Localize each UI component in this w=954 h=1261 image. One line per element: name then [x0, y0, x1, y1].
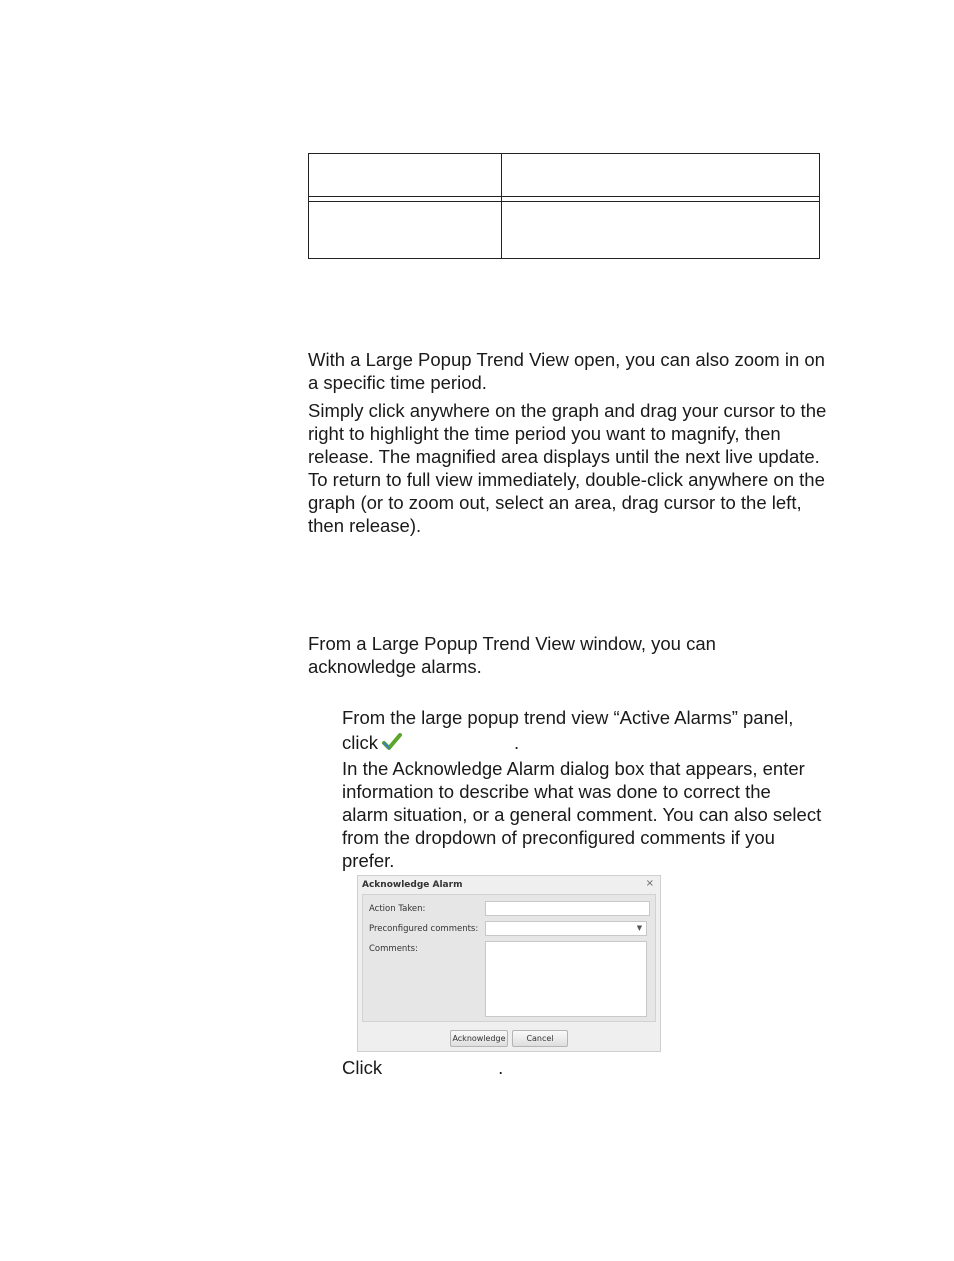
step2-text: In the Acknowledge Alarm dialog box that appears, enter information to describe what was done to correct the alarm situation, or a general comment. You can also select from the dropdown of preconfigured comments if you prefer. [342, 758, 822, 871]
info-table [308, 153, 820, 259]
step3-click-line [342, 1056, 822, 1079]
comments-textarea[interactable] [485, 941, 647, 1017]
step1-click-word: click [342, 732, 378, 753]
preconfigured-comments-select[interactable] [485, 921, 647, 936]
step3-click-word: Click [342, 1057, 383, 1078]
step1-text: From the large popup trend view “Active Alarms” panel, [342, 707, 794, 728]
step1-end: . [513, 732, 520, 753]
check-icon [382, 733, 402, 756]
zoom-intro-paragraph: With a Large Popup Trend View open, you can also zoom in on a specific time period. [308, 349, 825, 393]
table-column-divider [501, 154, 502, 258]
comments-label: Comments: [369, 944, 418, 954]
cancel-button[interactable]: Cancel [512, 1030, 568, 1047]
dialog-form [362, 894, 656, 1022]
preconfigured-comments-label: Preconfigured comments: [369, 924, 479, 934]
dialog-title: Acknowledge Alarm [362, 880, 463, 890]
close-icon[interactable]: × [645, 878, 654, 889]
step1-click-line [342, 731, 822, 756]
table-divider [309, 196, 819, 197]
action-taken-label: Action Taken: [369, 904, 426, 914]
ack-intro-paragraph: From a Large Popup Trend View window, you can acknowledge alarms. [308, 633, 716, 677]
acknowledge-alarm-dialog [357, 875, 661, 1052]
step3-end: . [498, 1057, 504, 1078]
chevron-down-icon[interactable]: ▼ [636, 924, 643, 932]
zoom-instructions-paragraph: Simply click anywhere on the graph and drag your cursor to the right to highlight the time period you want to magnify, then release. The magnified area displays until the next live update. To return to full view immediately, double-click anywhere on the graph (or to zoom out, select an area, drag cursor to the left, then release). [308, 400, 827, 536]
action-taken-input[interactable] [485, 901, 650, 916]
table-divider [309, 201, 819, 202]
acknowledge-button[interactable]: Acknowledge [450, 1030, 508, 1047]
